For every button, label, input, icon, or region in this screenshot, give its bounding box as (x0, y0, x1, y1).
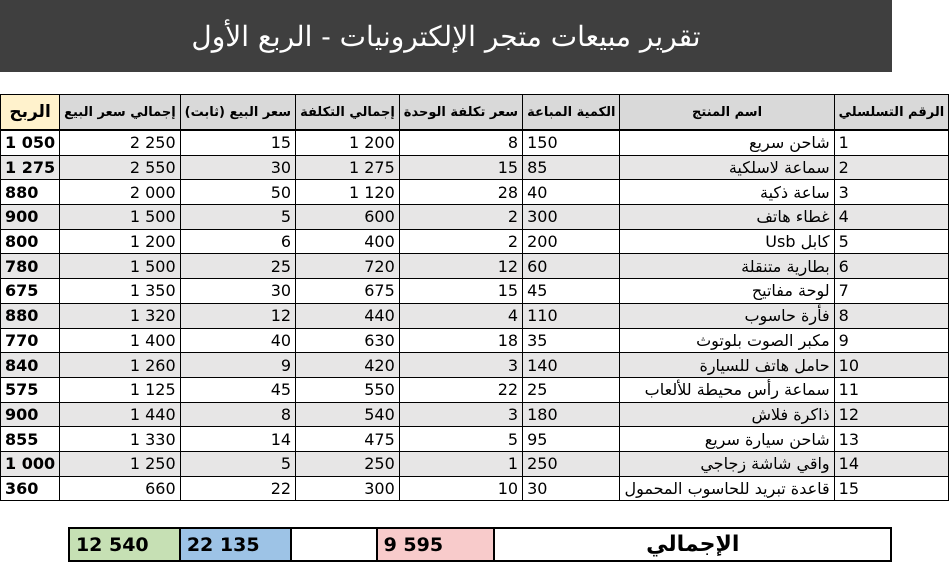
cell-quantity[interactable]: 110 (523, 303, 620, 328)
totals-row (0, 528, 891, 561)
cell-profit[interactable]: 900 (1, 402, 60, 427)
cell-serial[interactable]: 2 (834, 155, 949, 180)
cell-total-sales[interactable]: 2 550 (60, 155, 181, 180)
cell-unit-cost[interactable]: 2 (399, 205, 522, 230)
table-row (1, 155, 949, 180)
cell-total-cost[interactable]: 400 (296, 229, 400, 254)
totals-cost[interactable]: 9 595 (377, 528, 495, 561)
table-row (1, 328, 949, 353)
cell-serial[interactable]: 14 (834, 451, 949, 476)
table-row (1, 303, 949, 328)
totals-unit-price-empty[interactable] (291, 528, 377, 561)
cell-profit[interactable]: 880 (1, 180, 60, 205)
header-product[interactable]: اسم المنتج (620, 95, 834, 131)
cell-unit-cost[interactable]: 15 (399, 279, 522, 304)
cell-total-sales[interactable]: 660 (60, 476, 181, 501)
cell-unit-price[interactable]: 30 (180, 279, 295, 304)
cell-total-cost[interactable]: 1 120 (296, 180, 400, 205)
cell-serial[interactable]: 4 (834, 205, 949, 230)
cell-profit[interactable]: 800 (1, 229, 60, 254)
cell-unit-cost[interactable]: 4 (399, 303, 522, 328)
cell-unit-price[interactable]: 8 (180, 402, 295, 427)
cell-serial[interactable]: 5 (834, 229, 949, 254)
cell-profit[interactable]: 880 (1, 303, 60, 328)
cell-total-sales[interactable]: 1 320 (60, 303, 181, 328)
cell-product[interactable]: سماعة لاسلكية (620, 155, 834, 180)
header-total-sales[interactable]: إجمالي سعر البيع (60, 95, 181, 131)
cell-total-sales[interactable]: 1 500 (60, 205, 181, 230)
cell-product[interactable]: شاحن سيارة سريع (620, 427, 834, 452)
cell-product[interactable]: ذاكرة فلاش (620, 402, 834, 427)
cell-quantity[interactable]: 180 (523, 402, 620, 427)
cell-total-sales[interactable]: 2 250 (60, 130, 181, 155)
cell-unit-price[interactable]: 40 (180, 328, 295, 353)
cell-serial[interactable]: 7 (834, 279, 949, 304)
cell-quantity[interactable]: 140 (523, 353, 620, 378)
cell-quantity[interactable]: 35 (523, 328, 620, 353)
header-unit-cost[interactable]: سعر تكلفة الوحدة (399, 95, 522, 131)
cell-product[interactable]: بطارية متنقلة (620, 254, 834, 279)
report-title: تقرير مبيعات متجر الإلكترونيات - الربع الأول (0, 0, 892, 73)
cell-product[interactable]: حامل هاتف للسيارة (620, 353, 834, 378)
cell-profit[interactable]: 1 275 (1, 155, 60, 180)
cell-serial[interactable]: 6 (834, 254, 949, 279)
table-row (1, 377, 949, 402)
cell-total-cost[interactable]: 675 (296, 279, 400, 304)
cell-unit-cost[interactable]: 22 (399, 377, 522, 402)
cell-total-cost[interactable]: 1 275 (296, 155, 400, 180)
cell-product[interactable]: واقي شاشة زجاجي (620, 451, 834, 476)
cell-total-sales[interactable]: 1 260 (60, 353, 181, 378)
cell-quantity[interactable]: 250 (523, 451, 620, 476)
cell-quantity[interactable]: 85 (523, 155, 620, 180)
cell-product[interactable]: غطاء هاتف (620, 205, 834, 230)
header-total-cost[interactable]: إجمالي التكلفة (296, 95, 400, 131)
table-row (1, 254, 949, 279)
cell-unit-cost[interactable]: 18 (399, 328, 522, 353)
cell-serial[interactable]: 1 (834, 130, 949, 155)
table-row (1, 353, 949, 378)
cell-unit-price[interactable]: 9 (180, 353, 295, 378)
cell-total-sales[interactable]: 1 350 (60, 279, 181, 304)
cell-profit[interactable]: 575 (1, 377, 60, 402)
cell-unit-cost[interactable]: 10 (399, 476, 522, 501)
cell-quantity[interactable]: 45 (523, 279, 620, 304)
cell-total-cost[interactable]: 600 (296, 205, 400, 230)
cell-profit[interactable]: 900 (1, 205, 60, 230)
cell-serial[interactable]: 3 (834, 180, 949, 205)
totals-sales[interactable]: 22 135 (180, 528, 291, 561)
cell-total-sales[interactable]: 2 000 (60, 180, 181, 205)
table-row (1, 402, 949, 427)
cell-unit-cost[interactable]: 8 (399, 130, 522, 155)
cell-serial[interactable]: 10 (834, 353, 949, 378)
cell-quantity[interactable]: 300 (523, 205, 620, 230)
cell-unit-cost[interactable]: 2 (399, 229, 522, 254)
cell-total-cost[interactable]: 550 (296, 377, 400, 402)
cell-unit-price[interactable]: 6 (180, 229, 295, 254)
cell-unit-cost[interactable]: 3 (399, 353, 522, 378)
cell-unit-price[interactable]: 15 (180, 130, 295, 155)
cell-profit[interactable]: 360 (1, 476, 60, 501)
cell-profit[interactable]: 770 (1, 328, 60, 353)
cell-unit-cost[interactable]: 5 (399, 427, 522, 452)
cell-quantity[interactable]: 40 (523, 180, 620, 205)
cell-serial[interactable]: 12 (834, 402, 949, 427)
totals-profit[interactable]: 12 540 (69, 528, 180, 561)
cell-quantity[interactable]: 25 (523, 377, 620, 402)
cell-unit-cost[interactable]: 3 (399, 402, 522, 427)
cell-serial[interactable]: 8 (834, 303, 949, 328)
cell-unit-cost[interactable]: 15 (399, 155, 522, 180)
cell-unit-cost[interactable]: 28 (399, 180, 522, 205)
cell-product[interactable]: فأرة حاسوب (620, 303, 834, 328)
table-row (1, 180, 949, 205)
cell-product[interactable]: شاحن سريع (620, 130, 834, 155)
cell-unit-cost[interactable]: 1 (399, 451, 522, 476)
cell-product[interactable]: سماعة رأس محيطة للألعاب (620, 377, 834, 402)
cell-total-sales[interactable]: 1 250 (60, 451, 181, 476)
header-quantity[interactable]: الكمية المباعة (523, 95, 620, 131)
totals-table (0, 527, 892, 562)
cell-unit-cost[interactable]: 12 (399, 254, 522, 279)
header-row (1, 95, 949, 131)
header-serial[interactable]: الرقم التسلسلي (834, 95, 949, 131)
cell-total-cost[interactable]: 540 (296, 402, 400, 427)
cell-product[interactable]: مكبر الصوت بلوتوث (620, 328, 834, 353)
table-row (1, 130, 949, 155)
cell-product[interactable]: كابل Usb (620, 229, 834, 254)
cell-total-cost[interactable]: 300 (296, 476, 400, 501)
cell-total-cost[interactable]: 475 (296, 427, 400, 452)
cell-unit-price[interactable]: 25 (180, 254, 295, 279)
cell-total-sales[interactable]: 1 400 (60, 328, 181, 353)
cell-unit-price[interactable]: 5 (180, 205, 295, 230)
cell-unit-price[interactable]: 50 (180, 180, 295, 205)
cell-quantity[interactable]: 95 (523, 427, 620, 452)
totals-label[interactable]: الإجمالي (494, 528, 891, 561)
cell-quantity[interactable]: 30 (523, 476, 620, 501)
cell-profit[interactable]: 1 000 (1, 451, 60, 476)
cell-total-cost[interactable]: 630 (296, 328, 400, 353)
header-unit-price[interactable]: سعر البيع (ثابت) (180, 95, 295, 131)
cell-product[interactable]: ساعة ذكية (620, 180, 834, 205)
sales-table (0, 94, 949, 501)
cell-serial[interactable]: 13 (834, 427, 949, 452)
cell-quantity[interactable]: 200 (523, 229, 620, 254)
cell-total-sales[interactable]: 1 200 (60, 229, 181, 254)
cell-total-cost[interactable]: 250 (296, 451, 400, 476)
cell-unit-price[interactable]: 45 (180, 377, 295, 402)
table-spacer (0, 506, 892, 528)
cell-unit-price[interactable]: 22 (180, 476, 295, 501)
cell-product[interactable]: قاعدة تبريد للحاسوب المحمول (620, 476, 834, 501)
cell-serial[interactable]: 15 (834, 476, 949, 501)
cell-total-sales[interactable]: 1 500 (60, 254, 181, 279)
cell-profit[interactable]: 780 (1, 254, 60, 279)
cell-unit-price[interactable]: 5 (180, 451, 295, 476)
cell-total-sales[interactable]: 1 330 (60, 427, 181, 452)
table-row (1, 427, 949, 452)
header-profit[interactable]: الربح (1, 95, 60, 131)
cell-serial[interactable]: 9 (834, 328, 949, 353)
cell-total-cost[interactable]: 720 (296, 254, 400, 279)
table-row (1, 476, 949, 501)
cell-quantity[interactable]: 60 (523, 254, 620, 279)
table-row (1, 279, 949, 304)
cell-total-cost[interactable]: 1 200 (296, 130, 400, 155)
table-row (1, 451, 949, 476)
cell-serial[interactable]: 11 (834, 377, 949, 402)
cell-unit-price[interactable]: 30 (180, 155, 295, 180)
cell-product[interactable]: لوحة مفاتيح (620, 279, 834, 304)
table-row (1, 229, 949, 254)
cell-profit[interactable]: 1 050 (1, 130, 60, 155)
cell-total-sales[interactable]: 1 125 (60, 377, 181, 402)
title-gap (0, 72, 892, 94)
cell-total-cost[interactable]: 440 (296, 303, 400, 328)
cell-profit[interactable]: 840 (1, 353, 60, 378)
table-row (1, 205, 949, 230)
cell-unit-price[interactable]: 14 (180, 427, 295, 452)
cell-quantity[interactable]: 150 (523, 130, 620, 155)
cell-total-cost[interactable]: 420 (296, 353, 400, 378)
cell-profit[interactable]: 855 (1, 427, 60, 452)
cell-total-sales[interactable]: 1 440 (60, 402, 181, 427)
cell-profit[interactable]: 675 (1, 279, 60, 304)
cell-unit-price[interactable]: 12 (180, 303, 295, 328)
